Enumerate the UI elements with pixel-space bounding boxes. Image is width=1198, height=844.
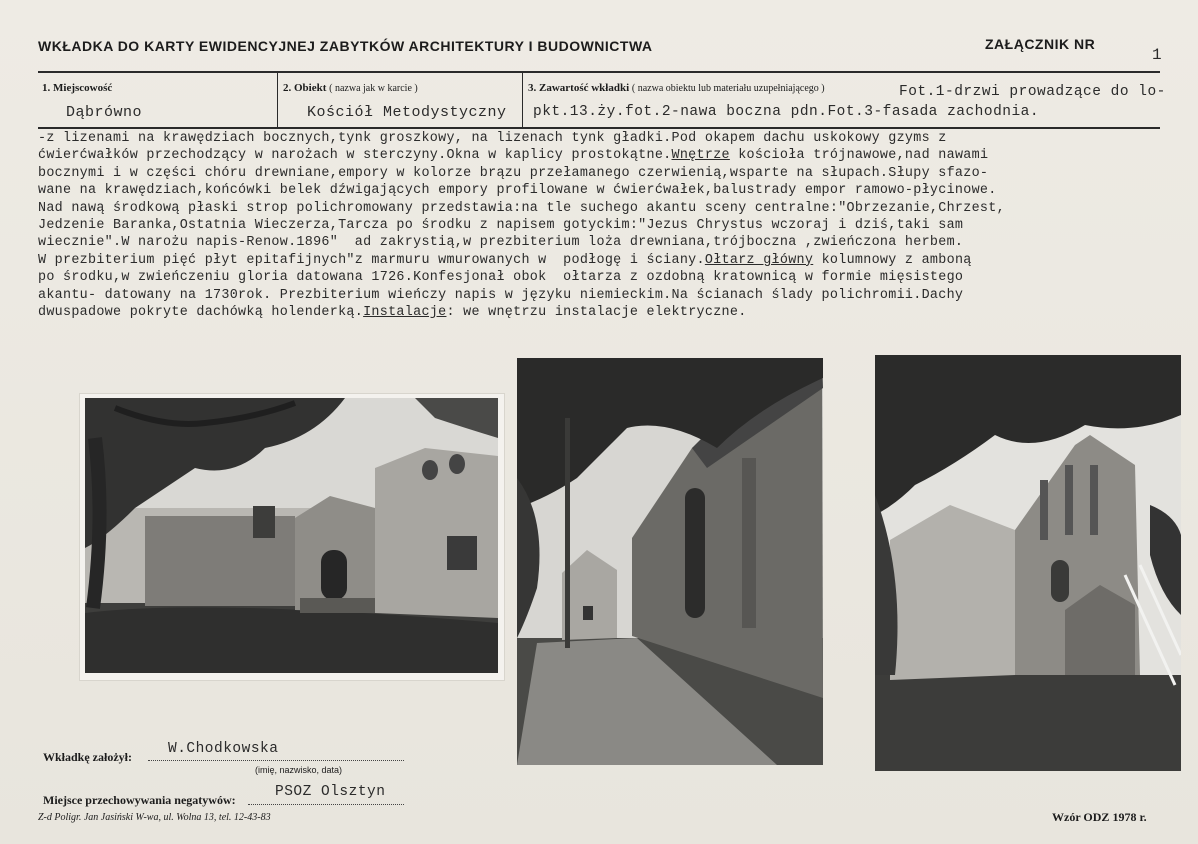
- form-title: WKŁADKA DO KARTY EWIDENCYJNEJ ZABYTKÓW ARCHITEKTURY I BUDOWNICTWA: [38, 38, 653, 54]
- description-segment: po środku,w zwieńczeniu gloria datowana 1726.Konfesjonał obok ołtarza z ozdobną kratownicą w formie mięsistego: [38, 270, 964, 286]
- description-line: [38, 200, 1168, 217]
- description-line: [38, 217, 1168, 234]
- printer-imprint: Z-d Poligr. Jan Jasiński W-wa, ul. Wolna 13, tel. 12-43-83: [38, 812, 271, 823]
- description-line: [38, 130, 1168, 147]
- description-segment: dwuspadowe pokryte dachówką holenderką.: [38, 305, 364, 321]
- contents-label: 3. Zawartość wkładki ( nazwa obiektu lub materiału uzupełniającego ): [528, 82, 825, 94]
- column-divider-2: [522, 72, 523, 128]
- object-label: 2. Obiekt ( nazwa jak w karcie ): [283, 82, 418, 94]
- description-segment: bocznymi i w części chóru drewniane,empory w kolorze brązu przełamanego czerwienią,wsparte na słupach.Słupy sfazo-: [38, 165, 989, 181]
- description-segment: kościoła trójnawowe,nad nawami: [729, 148, 989, 164]
- description-segment: ćwierćwałków przechodzący w narożach w sterczyny.Okna w kaplicy prostokątne.: [38, 148, 672, 164]
- description-line: [38, 287, 1168, 304]
- negatives-value: PSOZ Olsztyn: [275, 784, 386, 800]
- founder-hint: (imię, nazwisko, data): [255, 765, 343, 775]
- description-text: [38, 130, 1168, 321]
- object-hint: ( nazwa jak w karcie ): [329, 83, 418, 94]
- description-segment: wane na krawędziach,końcówki belek dźwigających empory profilowane w ćwierćwałek,balustrady empor ramowo-płycinowe.: [38, 183, 997, 199]
- description-line: [38, 182, 1168, 199]
- negatives-label: Miejsce przechowywania negatywów:: [43, 793, 236, 807]
- description-line: [38, 234, 1168, 251]
- locality-label: 1. Miejscowość: [42, 82, 113, 94]
- founder-label: Wkładkę założył:: [43, 750, 132, 764]
- description-segment: wiecznie".W narożu napis-Renow.1896" ad zakrystią,w prezbiterium loża drewniana,trójboczna ,zwieńczona herbem.: [38, 235, 964, 251]
- locality-value: Dąbrówno: [66, 104, 143, 121]
- description-line: [38, 304, 1168, 321]
- founder-value: W.Chodkowska: [168, 741, 279, 757]
- description-line: [38, 165, 1168, 182]
- section-heading: Instalacje: [363, 305, 447, 321]
- photo-west-facade: [875, 355, 1181, 771]
- description-segment: kolumnowy z amboną: [813, 252, 972, 268]
- description-segment: Jedzenie Baranka,Ostatnia Wieczerza,Tarcza po środku z napisem gotyckim:"Jezus Chrystus wczoraj i dziś,taki sam: [38, 218, 964, 234]
- description-segment: W prezbiterium pięć płyt epitafijnych"z marmuru wmurowanych w podłogę i ściany.: [38, 252, 705, 268]
- photo-south-nave: [517, 358, 823, 765]
- description-line: [38, 147, 1168, 164]
- description-segment: : we wnętrzu instalacje elektryczne.: [446, 305, 747, 321]
- description-line: [38, 269, 1168, 286]
- header-bottom-rule: [38, 127, 1160, 129]
- contents-line-1: Fot.1-drzwi prowadzące do lo-: [899, 84, 1166, 100]
- object-value: Kościół Metodystyczny: [307, 104, 507, 121]
- photo-door-porch: [85, 398, 498, 673]
- founder-dotted-line: [148, 760, 404, 761]
- description-segment: Nad nawą środkową płaski strop polichromowany przedstawia:na tle suchego akantu sceny centralne:"Obrzezanie,Chrzest,: [38, 200, 1005, 216]
- negatives-dotted-line: [248, 804, 404, 805]
- contents-line-2: pkt.13.ży.fot.2-nawa boczna pdn.Fot.3-fasada zachodnia.: [533, 104, 1040, 120]
- section-heading: Wnętrze: [671, 148, 730, 164]
- column-divider-1: [277, 72, 278, 128]
- description-segment: akantu- datowany na 1730rok. Prezbiterium wieńczy napis w języku niemieckim.Na ścianach ślady polichromii.Dachy: [38, 287, 964, 303]
- attachment-label: ZAŁĄCZNIK NR: [985, 36, 1096, 52]
- contents-hint: ( nazwa obiektu lub materiału uzupełniającego ): [631, 83, 825, 94]
- form-code: Wzór ODZ 1978 r.: [1052, 810, 1147, 824]
- description-line: [38, 252, 1168, 269]
- attachment-number: 1: [1152, 46, 1162, 64]
- section-heading: Ołtarz główny: [704, 252, 814, 268]
- header-top-rule: [38, 71, 1160, 73]
- description-segment: -z lizenami na krawędziach bocznych,tynk groszkowy, na lizenach tynk gładki.Pod okapem dachu uskokowy gzyms z: [38, 131, 947, 146]
